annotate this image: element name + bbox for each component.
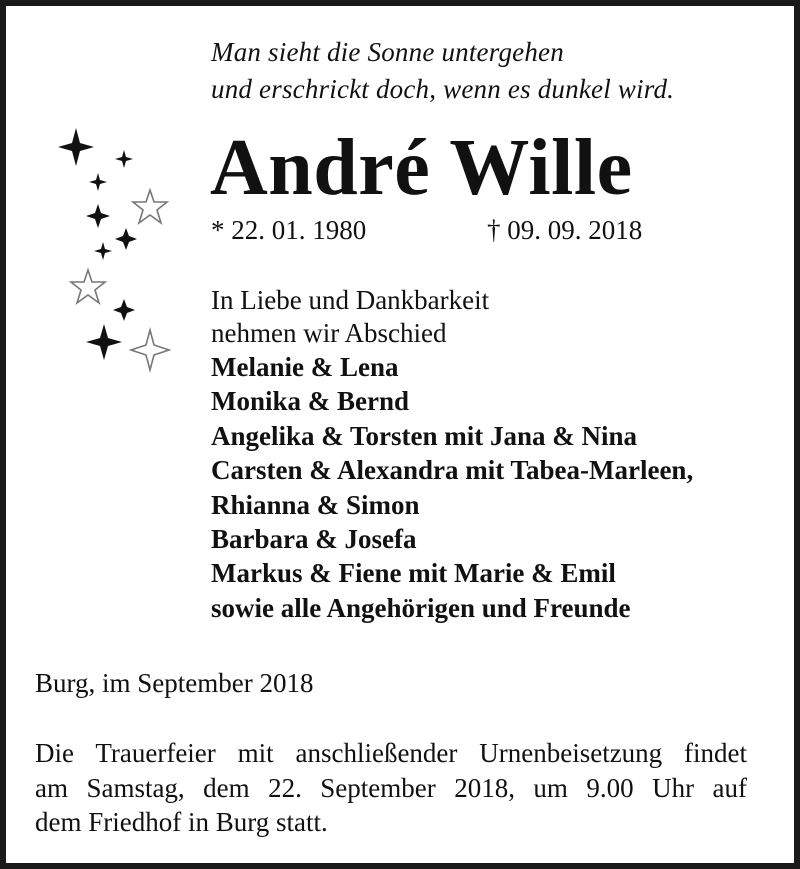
mourner-entry: Monika & Bernd [211,386,410,417]
star-icon [113,299,135,321]
mourner-entry: sowie alle Angehörigen und Freunde [211,592,631,623]
mourners-list [211,350,693,625]
mourner-entry: Rhianna & Simon [211,489,420,520]
memorial-quote [211,34,674,108]
funeral-notice [35,736,747,840]
star-icon [86,204,110,228]
star-icon [94,242,112,260]
outline-star-icon [133,190,167,223]
death-date: † 09. 09. 2018 [487,215,643,245]
mourner-entry: Angelika & Torsten mit Jana & Nina [211,420,638,451]
farewell-text [211,284,489,350]
star-icon [58,128,94,166]
outline-star-icon [131,330,169,370]
quote-line: Man sieht die Sonne untergehen [211,37,564,67]
quote-line: und erschrickt doch, wenn es dunkel wird. [211,74,675,104]
birth-date: * 22. 01. 1980 [211,215,367,245]
mourner-entry: Markus & Fiene mit Marie & Emil [211,558,616,589]
funeral-line: Die Trauerfeier mit anschließender Urnenbeisetzung findet [35,738,747,768]
star-icon [115,150,133,168]
outline-star-icon [71,270,105,303]
farewell-line: nehmen wir Abschied [211,318,447,348]
mourner-entry: Carsten & Alexandra mit Tabea-Marleen, [211,455,694,486]
mourner-entry: Barbara & Josefa [211,524,417,555]
star-icon [115,228,137,250]
life-dates [211,213,643,247]
place-and-date: Burg, im September 2018 [35,668,314,698]
deceased-name: André Wille [210,124,633,212]
star-icon [89,173,107,191]
farewell-line: In Liebe und Dankbarkeit [211,285,490,315]
funeral-line: dem Friedhof in Burg statt. [35,807,328,837]
stars-decoration-icon [46,116,186,376]
mourner-entry: Melanie & Lena [211,352,399,382]
funeral-line: am Samstag, dem 22. September 2018, um 9.00 Uhr auf [35,772,747,803]
star-icon [86,324,122,360]
